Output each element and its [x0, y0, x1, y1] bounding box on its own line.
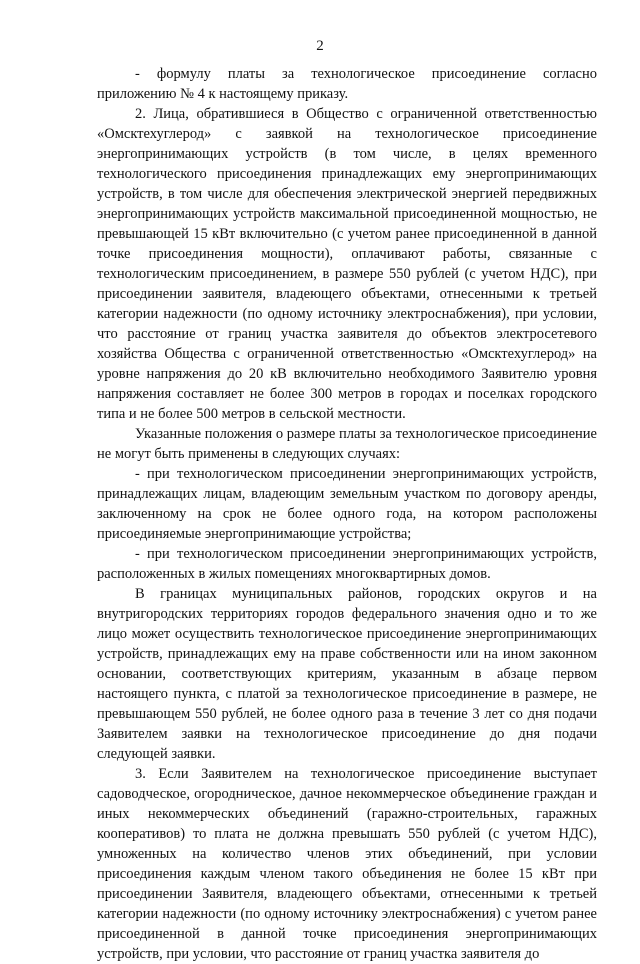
paragraph-clause-2: 2. Лица, обратившиеся в Общество с ограниченной ответственностью «Омсктехуглерод» с заявкой на технологическое присоединение энергопринимающих устройств (в том числе, в целях временного технологического присоединения принадлежащих ему энергопринимающих устройств, в том числе для обеспечения электрической энергией передвижных энергопринимающих устройств максимальной присоединенной мощностью, не превышающей 15 кВт включительно (с учетом ранее присоединенной в данной точке присоединения мощности), оплачивают работы, связанные с технологическим присоединением, в размере 550 рублей (с учетом НДС), при присоединении заявителя, владеющего объектами, отнесенными к третьей категории надежности (по одному источнику электроснабжения), при условии, что расстояние от границ участка заявителя до объектов электросетевого хозяйства Общества с ограниченной ответственностью «Омсктехуглерод» на уровне напряжения до 20 кВ включительно необходимого Заявителю уровня напряжения составляет не более 300 метров в городах и поселках городского типа и не более 500 метров в сельской местности.: [97, 106, 597, 422]
document-body: [97, 64, 597, 964]
paragraph-formula: - формулу платы за технологическое присоединение согласно приложению № 4 к настоящему приказу.: [97, 66, 597, 102]
page-number: 2: [316, 38, 324, 54]
paragraph-exception-lease: - при технологическом присоединении энергопринимающих устройств, принадлежащих лицам, владеющим земельным участком по договору аренды, заключенному на срок не более одного года, на котором расположены присоединяемые энергопринимающие устройства;: [97, 466, 597, 542]
paragraph-clause-3: 3. Если Заявителем на технологическое присоединение выступает садоводческое, огородническое, дачное некоммерческое объединение граждан и иных некоммерческих объединений (гаражно-строительных, гаражных кооперативов) то плата не должна превышать 550 рублей (с учетом НДС), умноженных на количество членов этих объединений, при условии присоединения каждым членом такого объединения не более 15 кВт при присоединении Заявителя, владеющего объектами, отнесенными к третьей категории надежности (по одному источнику электроснабжения) с учетом ранее присоединенной в данной точке присоединения энергопринимающих устройств, при условии, что расстояние от границ участка заявителя до: [97, 766, 597, 962]
paragraph-exceptions-intro: Указанные положения о размере платы за технологическое присоединение не могут быть применены в следующих случаях:: [97, 426, 597, 462]
paragraph-municipal-limits: В границах муниципальных районов, городских округов и на внутригородских территориях городов федерального значения одно и то же лицо может осуществить технологическое присоединение энергопринимающих устройств, принадлежащих ему на праве собственности или на ином законном основании, соответствующих критериям, указанным в абзаце первом настоящего пункта, с платой за технологическое присоединение в размере, не превышающем 550 рублей, не более одного раза в течение 3 лет со дня подачи Заявителем заявки на технологическое присоединение до дня подачи следующей заявки.: [97, 586, 597, 762]
paragraph-exception-apartments: - при технологическом присоединении энергопринимающих устройств, расположенных в жилых помещениях многоквартирных домов.: [97, 546, 597, 582]
